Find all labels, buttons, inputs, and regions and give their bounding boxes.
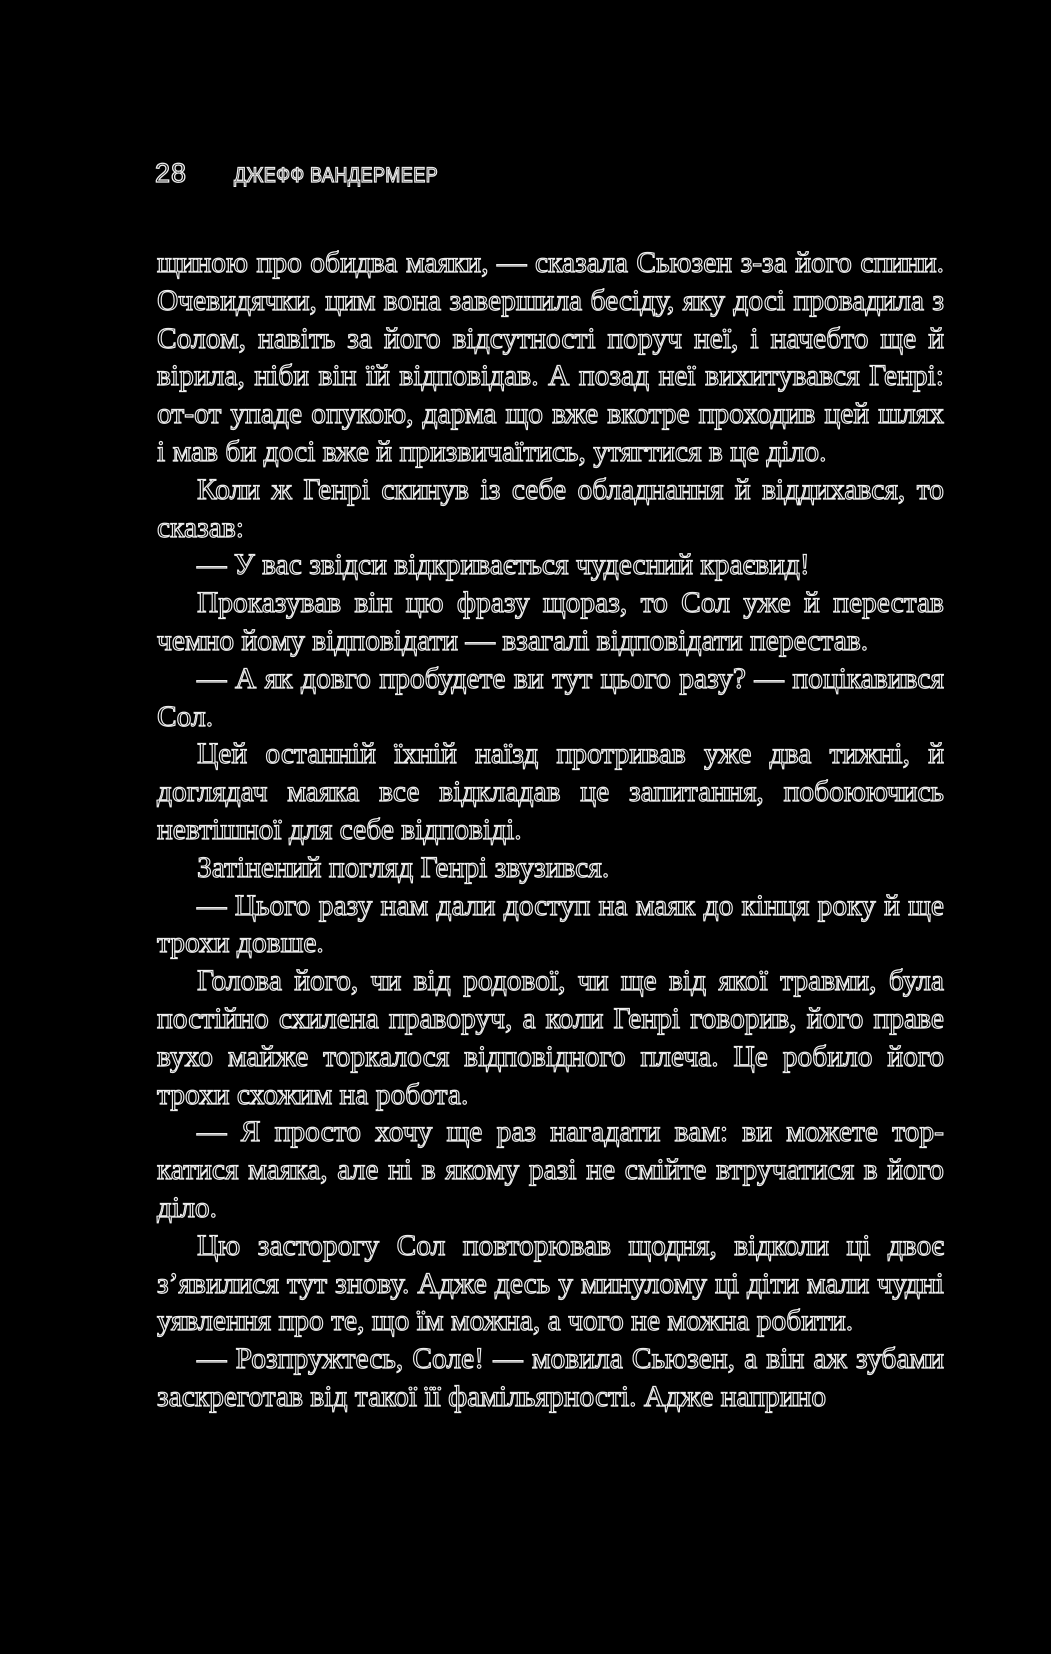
paragraph: Голова його, чи від родової, чи ще від якої травми, була постійно схилена праворуч, а коли Генрі говорив, його праве вухо майже торкалося відповідного плеча. Це робило його трохи схожим на робота. <box>157 965 944 1111</box>
paragraph: Затінений погляд Генрі звузився. <box>197 851 610 884</box>
running-head <box>155 158 945 194</box>
author-name: ДЖЕФФ ВАНДЕРМЕЕР <box>234 164 439 187</box>
paragraph: Цю засторогу Сол повторював щодня, відколи ці двоє з’явилися тут знову. Адже десь у минулому ці діти мали чудні уявлення про те, що їм можна, а чого не можна робити. <box>157 1229 944 1338</box>
paragraph: Проказував він цю фразу щораз, то Сол уже й перестав чемно йому відповідати — взагалі відповідати перестав. <box>157 587 944 657</box>
dialogue-line: — А як довго пробудете ви тут цього разу? — поцікавився Сол. <box>157 662 944 733</box>
dialogue-line: — Розпружтесь, Соле! — мовила Сьюзен, а він аж зубами заскреготав від такої її фамільярності. Адже наприно <box>157 1343 944 1413</box>
dialogue-line: — Я просто хочу ще раз нагадати вам: ви можете торкатися маяка, але ні в якому разі не смійте втручатися в його діло. <box>157 1116 944 1224</box>
page-number: 28 <box>155 158 188 188</box>
dialogue-line: — У вас звідси відкривається чудесний краєвид! <box>197 549 810 582</box>
paragraph: Коли ж Генрі скинув із себе обладнання й віддихався, то сказав: <box>157 473 944 544</box>
dialogue-line: — Цього разу нам дали доступ на маяк до кінця року й ще трохи довше. <box>157 889 944 960</box>
paragraph: Цей останній їхній наїзд протривав уже два тижні, й доглядач маяка все відкладав це запитання, побоюючись невтішної для себе відповіді. <box>157 738 944 846</box>
body-text <box>157 245 944 1417</box>
paragraph: щиною про обидва маяки, — сказала Сьюзен з-за його спини. Очевидячки, цим вона завершила бесіду, яку досі провадила з Солом, навіть за його відсутності поруч неї, і начебто ще й вірила, ніби він їй відповідав. А позад неї вихитувався Генрі: от-от упаде опукою, дарма що вже вкотре проходив цей шлях і мав би досі вже й призвичаїтись, утягтися в це діло. <box>157 247 944 468</box>
